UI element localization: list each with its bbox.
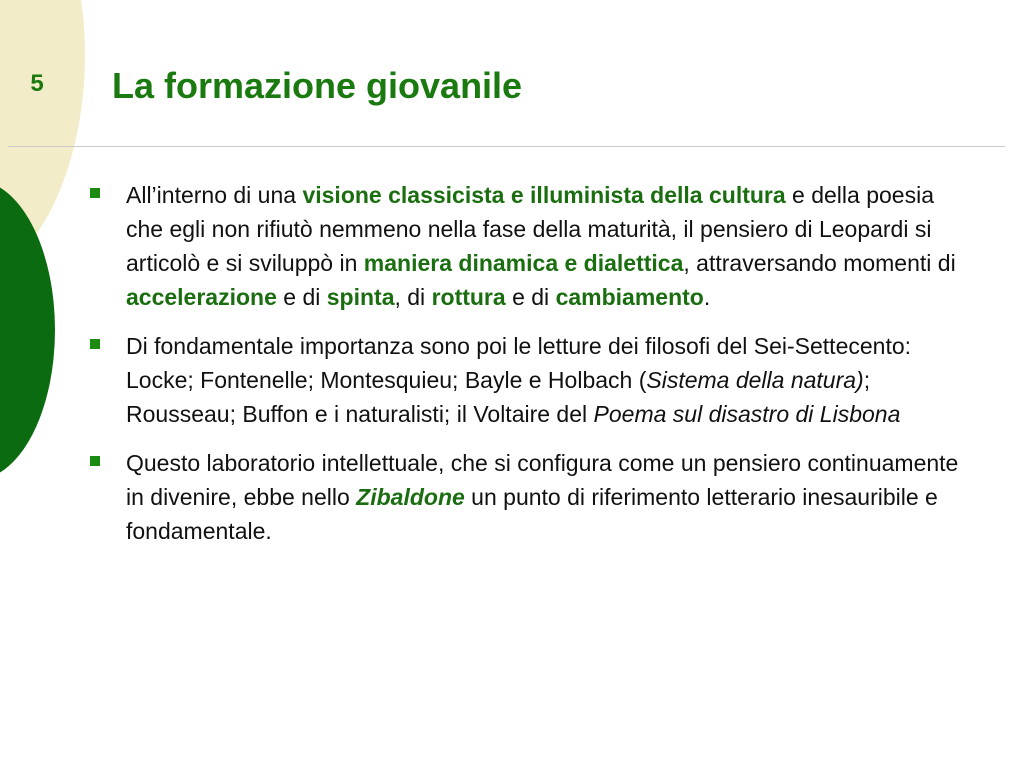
text-segment: All’interno di una [126, 182, 303, 208]
slide-title: La formazione giovanile [112, 65, 523, 106]
text-segment: e di [276, 284, 327, 310]
italic-title: Poema sul disastro di Lisbona [593, 401, 901, 427]
highlighted-text: maniera dinamica e dialettica [363, 250, 684, 276]
highlighted-italic-title: Zibaldone [356, 484, 465, 510]
bullet-text [126, 446, 970, 548]
highlighted-text: cambiamento [555, 284, 704, 310]
decorative-green-shape [0, 180, 55, 480]
highlighted-text: accelerazione [126, 284, 277, 310]
text-segment: un punto di riferimento letterario inesauribile e fondamentale. [126, 484, 938, 544]
square-bullet-icon [90, 339, 100, 349]
bullet-text [126, 178, 970, 314]
italic-title: Sistema della natura) [646, 367, 864, 393]
text-segment: . [703, 284, 711, 310]
text-segment: Questo laboratorio intellettuale, che si configura come un pensiero continuamente in divenire, ebbe nello [126, 450, 959, 510]
text-segment: Di fondamentale importanza sono poi le letture dei filosofi del Sei-Settecento: Locke; Fontenelle; Montesquieu; Bayle e Holbach ( [126, 333, 912, 393]
highlighted-text: visione classicista e illuminista della cultura [302, 182, 786, 208]
bullet-item [90, 329, 970, 431]
text-segment: e della poesia che egli non rifiutò nemmeno nella fase della maturità, il pensiero di Leopardi si articolò e si sviluppò in [126, 182, 934, 276]
slide-number: 5 [30, 70, 44, 97]
highlighted-text: rottura [431, 284, 506, 310]
text-segment: , attraversando momenti di [683, 250, 956, 276]
bullet-item [90, 178, 970, 314]
square-bullet-icon [90, 456, 100, 466]
text-segment: ; Rousseau; Buffon e i naturalisti; il Voltaire del [126, 367, 871, 427]
bullet-item [90, 446, 970, 548]
text-segment: , di [394, 284, 432, 310]
highlighted-text: spinta [326, 284, 395, 310]
bullet-list [90, 178, 970, 563]
title-divider [8, 146, 1005, 147]
bullet-text [126, 329, 970, 431]
square-bullet-icon [90, 188, 100, 198]
text-segment: e di [505, 284, 556, 310]
